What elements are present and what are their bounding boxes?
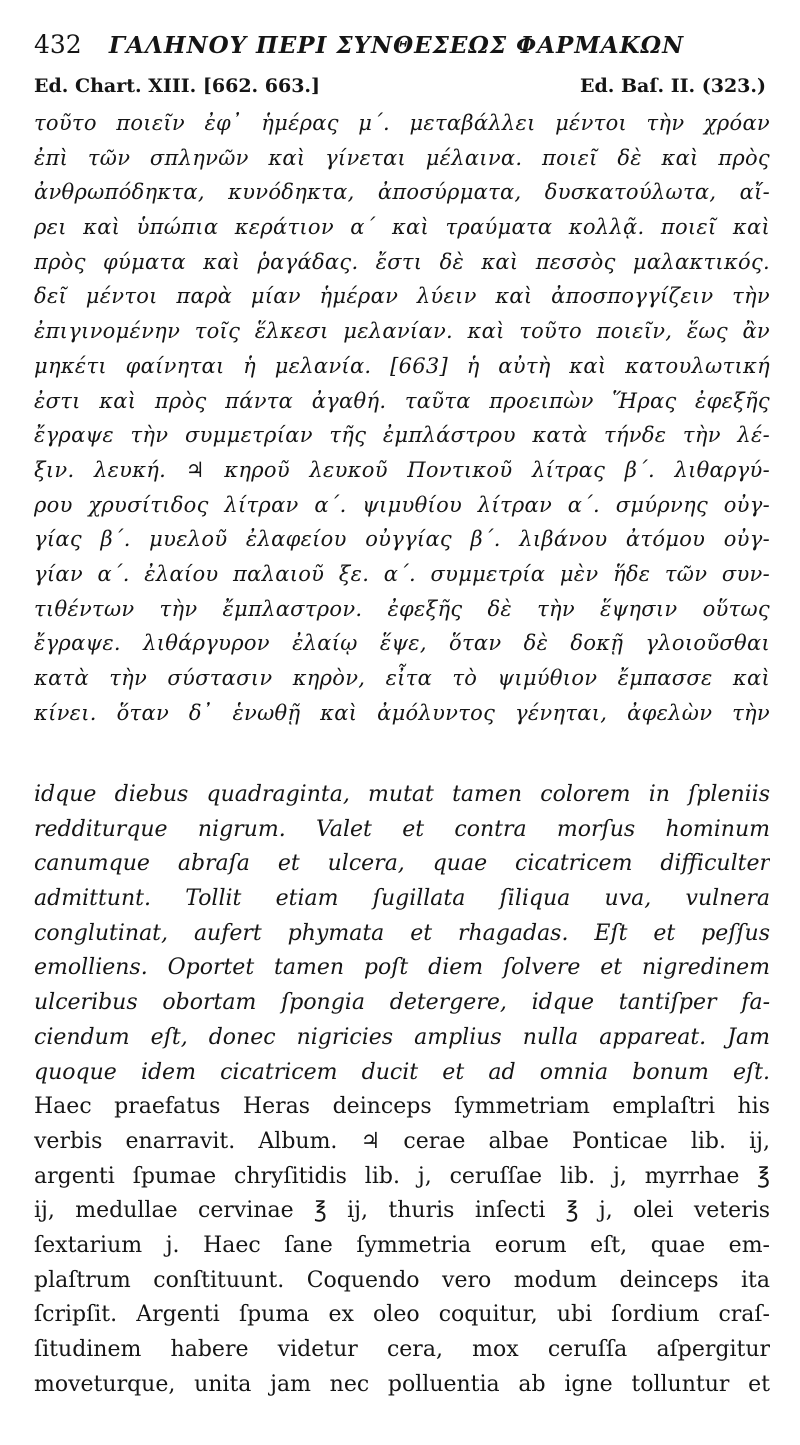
greek-line: ξιν. λευκή. ♃ κηροῦ λευκοῦ Ποντικοῦ λίτρας β΄. λιθαργύ- [34, 457, 770, 482]
latin-line: emolliens. Oportet tamen poſt diem ſolvere et nigredinem [34, 955, 770, 981]
greek-line: κίνει. ὅταν δ᾿ ἑνωθῇ καὶ ἀμόλυντος γένηται, ἀφελὼν τὴν [34, 700, 770, 725]
greek-line: τοῦτο ποιεῖν ἐφ᾿ ἡμέρας μ΄. μεταβάλλει μέντοι τὴν χρόαν [34, 111, 770, 135]
running-title: ΓΑΛΗΝΟΥ ΠΕΡΙ ΣΥΝΘΕΣΕΩΣ ΦΑΡΜΑΚΩΝ [108, 32, 685, 59]
greek-line: ἐστι καὶ πρὸς πάντα ἀγαθή. ταῦτα προειπὼν Ἥρας ἐφεξῆς [34, 388, 770, 413]
latin-line: conglutinat, aufert phymata et rhagadas. Eſt et peſſus [34, 920, 770, 946]
latin-line: idque diebus quadraginta, mutat tamen colorem in ſpleniis [34, 782, 770, 807]
greek-line: γίαν α΄. ἐλαίου παλαιοῦ ξε. α΄. συμμετρία μὲν ἥδε τῶν συν- [34, 561, 770, 586]
latin-line: redditurque nigrum. Valet et contra morſus hominum [34, 816, 770, 842]
latin-line: verbis enarravit. Album. ♃ cerae albae Ponticae lib. ij, [34, 1128, 770, 1154]
greek-line: τιθέντων τὴν ἔμπλαστρον. ἐφεξῆς δὲ τὴν ἕψησιν οὕτως [34, 596, 770, 621]
page-number: 432 [34, 30, 82, 59]
greek-line: ἐπὶ τῶν σπληνῶν καὶ γίνεται μέλαινα. ποιεῖ δὲ καὶ πρὸς [34, 145, 770, 170]
edition-reference-chartier: Ed. Chart. XIII. [662. 663.] [34, 75, 321, 97]
greek-line: ἔγραψε. λιθάργυρον ἐλαίῳ ἕψε, ὅταν δὲ δοκῇ γλοιοῦσθαι [34, 631, 770, 656]
greek-line: ρου χρυσίτιδος λίτραν α΄. ψιμυθίου λίτραν α΄. σμύρνης οὐγ- [34, 492, 770, 517]
greek-line: ρει καὶ ὑπώπια κεράτιον α΄ καὶ τραύματα κολλᾷ. ποιεῖ καὶ [34, 215, 770, 240]
greek-line: πρὸς φύματα καὶ ῥαγάδας. ἔστι δὲ καὶ πεσσὸς μαλακτικός. [34, 249, 770, 274]
latin-line: ij, medullae cervinae ℥ ij, thuris inſecti ℥ j, olei veteris [34, 1198, 770, 1224]
latin-line: plaſtrum conſtituunt. Coquendo vero modum deinceps ita [34, 1267, 770, 1293]
latin-line: ulceribus obortam ſpongia detergere, idque tantiſper fa- [34, 990, 770, 1016]
latin-line: canumque abraſa et ulcera, quae cicatricem difficulter [34, 851, 770, 877]
latin-line: ciendum eſt, donec nigricies amplius nulla appareat. Jam [34, 1024, 770, 1050]
latin-line: admittunt. Tollit etiam ſugillata ſiliqua uva, vulnera [34, 886, 770, 912]
latin-line: Haec praefatus Heras deinceps ſymmetriam emplaſtri his [34, 1094, 770, 1120]
greek-line: ἀνθρωπόδηκτα, κυνόδηκτα, ἀποσύρματα, δυσκατούλωτα, αἴ- [34, 180, 770, 205]
latin-line: moveturque, unita jam nec polluentia ab igne tolluntur et [34, 1371, 770, 1397]
greek-text-block [34, 106, 770, 730]
latin-line: ſcripſit. Argenti ſpuma ex oleo coquitur, ubi ſordium craſ- [34, 1302, 770, 1328]
greek-line: γίας β΄. μυελοῦ ἐλαφείου οὐγγίας β΄. λιβάνου ἀτόμου οὐγ- [34, 527, 770, 552]
greek-line: ἐπιγινομένην τοῖς ἕλκεσι μελανίαν. καὶ τοῦτο ποιεῖν, ἕως ἂν [34, 319, 770, 344]
latin-text-block [34, 778, 770, 1402]
greek-line: μηκέτι φαίνηται ἡ μελανία. [663] ἡ αὐτὴ καὶ κατουλωτική [34, 353, 770, 378]
latin-line: ſextarium j. Haec ſane ſymmetria eorum eſt, quae em- [34, 1232, 770, 1258]
latin-line: ſitudinem habere videtur cera, mox ceruſſa aſpergitur [34, 1337, 770, 1362]
greek-line: κατὰ τὴν σύστασιν κηρὸν, εἶτα τὸ ψιμύθιον ἔμπασσε καὶ [34, 666, 770, 690]
latin-line: quoque idem cicatricem ducit et ad omnia bonum eſt. [34, 1059, 770, 1085]
edition-reference-basel: Ed. Baſ. II. (323.) [579, 75, 766, 97]
greek-line: δεῖ μέντοι παρὰ μίαν ἡμέραν λύειν καὶ ἀποσπογγίζειν τὴν [34, 284, 770, 309]
latin-line: argenti ſpumae chryſitidis lib. j, ceruſſae lib. j, myrrhae ℥ [34, 1163, 770, 1189]
running-head [34, 30, 774, 64]
greek-line: ἔγραψε τὴν συμμετρίαν τῆς ἐμπλάστρου κατὰ τήνδε τὴν λέ- [34, 423, 770, 448]
